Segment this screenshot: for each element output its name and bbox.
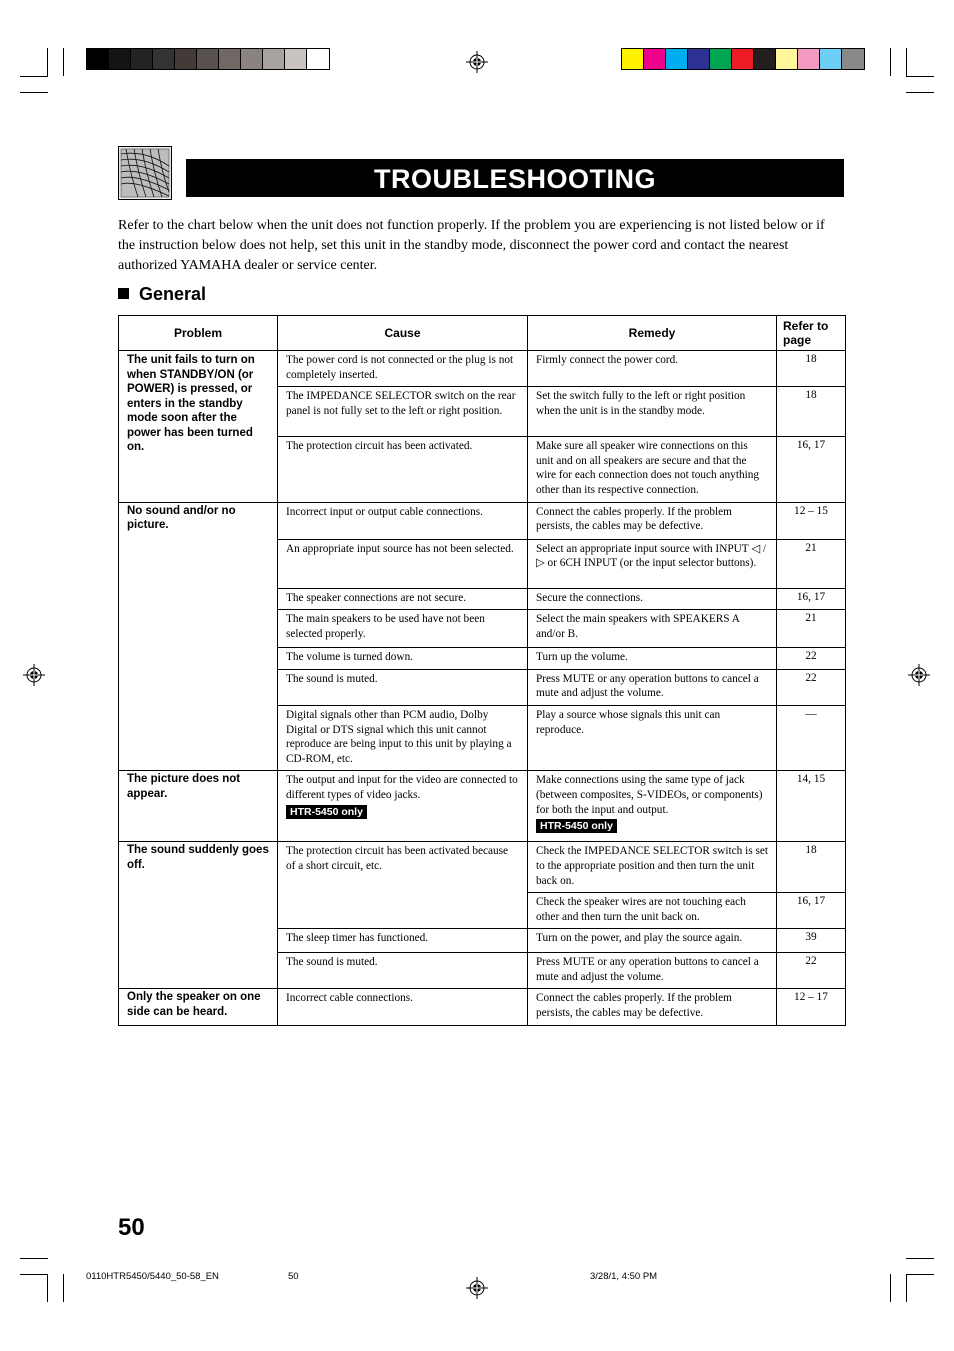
color-swatch bbox=[153, 49, 175, 69]
crop-mark bbox=[63, 48, 64, 76]
color-swatch bbox=[307, 49, 329, 69]
problem-cell: Only the speaker on one side can be heard. bbox=[119, 989, 278, 1025]
crop-mark bbox=[906, 92, 934, 93]
page-ref-cell: 22 bbox=[777, 953, 846, 989]
remedy-cell: Set the switch fully to the left or right position when the unit is in the standby mode. bbox=[528, 387, 777, 437]
remedy-cell: Select the main speakers with SPEAKERS A and/or B. bbox=[528, 610, 777, 648]
remedy-cell: Play a source whose signals this unit can reproduce. bbox=[528, 705, 777, 770]
page-ref-cell: 22 bbox=[777, 648, 846, 670]
cause-cell: Digital signals other than PCM audio, Dolby Digital or DTS signal which this unit cannot reproduce are being input to this unit by playing a CD-ROM, etc. bbox=[278, 705, 528, 770]
cause-cell: The sound is muted. bbox=[278, 669, 528, 705]
crop-mark bbox=[63, 1274, 64, 1302]
column-header-problem: Problem bbox=[119, 316, 278, 351]
crop-mark bbox=[20, 92, 48, 93]
cause-cell: The main speakers to be used have not been selected properly. bbox=[278, 610, 528, 648]
page-ref-cell: 16, 17 bbox=[777, 588, 846, 610]
registration-mark-icon bbox=[908, 664, 930, 686]
remedy-cell: Firmly connect the power cord. bbox=[528, 351, 777, 387]
remedy-cell: Turn on the power, and play the source again. bbox=[528, 929, 777, 953]
cause-cell: The speaker connections are not secure. bbox=[278, 588, 528, 610]
problem-cell: The sound suddenly goes off. bbox=[119, 842, 278, 989]
registration-mark-icon bbox=[466, 1277, 488, 1299]
page-ref-cell: 39 bbox=[777, 929, 846, 953]
page-ref-cell: 21 bbox=[777, 539, 846, 588]
footer-date: 3/28/1, 4:50 PM bbox=[590, 1271, 658, 1282]
cause-cell: Incorrect input or output cable connections. bbox=[278, 502, 528, 539]
page-ref-cell: 16, 17 bbox=[777, 437, 846, 502]
section-title: General bbox=[139, 284, 207, 304]
color-swatch bbox=[820, 49, 842, 69]
square-bullet-icon bbox=[118, 288, 129, 299]
color-swatch bbox=[109, 49, 131, 69]
cause-cell: The volume is turned down. bbox=[278, 648, 528, 670]
color-swatch bbox=[197, 49, 219, 69]
color-swatch bbox=[842, 49, 864, 69]
color-swatch bbox=[622, 49, 644, 69]
crop-mark bbox=[906, 48, 907, 76]
cause-cell: The power cord is not connected or the plug is not completely inserted. bbox=[278, 351, 528, 387]
cause-cell: The IMPEDANCE SELECTOR switch on the rear panel is not fully set to the left or right position. bbox=[278, 387, 528, 437]
model-badge: HTR-5450 only bbox=[286, 805, 367, 819]
table-row bbox=[119, 771, 846, 842]
cause-cell: Incorrect cable connections. bbox=[278, 989, 528, 1025]
page-ref-cell: 18 bbox=[777, 842, 846, 893]
cause-cell: The protection circuit has been activated because of a short circuit, etc. bbox=[278, 842, 528, 929]
cause-cell: The sleep timer has functioned. bbox=[278, 929, 528, 953]
color-swatch bbox=[263, 49, 285, 69]
page-ref-cell: 12 – 15 bbox=[777, 502, 846, 539]
color-swatch bbox=[175, 49, 197, 69]
remedy-cell: Connect the cables properly. If the problem persists, the cables may be defective. bbox=[528, 502, 777, 539]
color-swatch bbox=[219, 49, 241, 69]
crop-mark bbox=[47, 1274, 48, 1302]
color-swatch bbox=[732, 49, 754, 69]
remedy-cell: Press MUTE or any operation buttons to cancel a mute and adjust the volume. bbox=[528, 953, 777, 989]
crop-mark bbox=[20, 1258, 48, 1259]
footer-page: 50 bbox=[288, 1271, 299, 1282]
problem-cell: The picture does not appear. bbox=[119, 771, 278, 842]
page-ref-cell: 12 – 17 bbox=[777, 989, 846, 1025]
page-number: 50 bbox=[118, 1214, 145, 1241]
remedy-cell: Connect the cables properly. If the problem persists, the cables may be defective. bbox=[528, 989, 777, 1025]
grayscale-calibration-bar bbox=[86, 48, 330, 70]
table-row bbox=[119, 351, 846, 387]
page-ref-cell: 21 bbox=[777, 610, 846, 648]
color-swatch bbox=[241, 49, 263, 69]
color-swatch bbox=[710, 49, 732, 69]
table-row bbox=[119, 502, 846, 539]
column-header-remedy: Remedy bbox=[528, 316, 777, 351]
table-header-row bbox=[119, 316, 846, 351]
color-swatch bbox=[754, 49, 776, 69]
crop-mark bbox=[906, 76, 934, 77]
remedy-cell: Secure the connections. bbox=[528, 588, 777, 610]
color-swatch bbox=[666, 49, 688, 69]
troubleshooting-table bbox=[118, 315, 846, 1026]
troubleshooting-section-icon bbox=[118, 146, 172, 200]
page-ref-cell: 14, 15 bbox=[777, 771, 846, 842]
registration-mark-icon bbox=[466, 51, 488, 73]
color-swatch bbox=[776, 49, 798, 69]
section-heading bbox=[118, 284, 206, 305]
remedy-cell: Make connections using the same type of jack (between composites, S-VIDEOs, or components) for both the input and output. HTR-5450 only bbox=[528, 771, 777, 842]
page-ref-cell: 22 bbox=[777, 669, 846, 705]
crop-mark bbox=[890, 1274, 891, 1302]
remedy-cell: Check the speaker wires are not touching each other and then turn the unit back on. bbox=[528, 893, 777, 929]
remedy-cell: Make sure all speaker wire connections on this unit and on all speakers are secure and that the wire for each connection does not touch anything other than its respective connection. bbox=[528, 437, 777, 502]
page-ref-cell: 16, 17 bbox=[777, 893, 846, 929]
color-swatch bbox=[798, 49, 820, 69]
cause-cell: An appropriate input source has not been selected. bbox=[278, 539, 528, 588]
table-row bbox=[119, 842, 846, 893]
color-calibration-bar bbox=[621, 48, 865, 70]
registration-mark-icon bbox=[23, 664, 45, 686]
column-header-refer-to-page: Refer to page bbox=[777, 316, 846, 351]
problem-cell: The unit fails to turn on when STANDBY/ON (or POWER) is pressed, or enters in the standby mode soon after the power has been turned on. bbox=[119, 351, 278, 503]
crop-mark bbox=[20, 1274, 48, 1275]
color-swatch bbox=[285, 49, 307, 69]
page-title: TROUBLESHOOTING bbox=[186, 159, 844, 197]
page-ref-cell: 18 bbox=[777, 351, 846, 387]
crop-mark bbox=[906, 1274, 907, 1302]
crop-mark bbox=[906, 1274, 934, 1275]
crop-mark bbox=[890, 48, 891, 76]
color-swatch bbox=[688, 49, 710, 69]
page-ref-cell: 18 bbox=[777, 387, 846, 437]
remedy-cell: Press MUTE or any operation buttons to cancel a mute and adjust the volume. bbox=[528, 669, 777, 705]
remedy-cell: Check the IMPEDANCE SELECTOR switch is set to the appropriate position and then turn the unit back on. bbox=[528, 842, 777, 893]
model-badge: HTR-5450 only bbox=[536, 819, 617, 833]
remedy-cell: Turn up the volume. bbox=[528, 648, 777, 670]
color-swatch bbox=[131, 49, 153, 69]
cause-cell: The protection circuit has been activated. bbox=[278, 437, 528, 502]
crop-mark bbox=[906, 1258, 934, 1259]
color-swatch bbox=[87, 49, 109, 69]
table-row bbox=[119, 989, 846, 1025]
crop-mark bbox=[47, 48, 48, 76]
column-header-cause: Cause bbox=[278, 316, 528, 351]
cause-cell: The sound is muted. bbox=[278, 953, 528, 989]
page-ref-cell: — bbox=[777, 705, 846, 770]
remedy-cell: Select an appropriate input source with INPUT ◁ / ▷ or 6CH INPUT (or the input selector buttons). bbox=[528, 539, 777, 588]
intro-paragraph: Refer to the chart below when the unit does not function properly. If the problem you are experiencing is not listed below or if the instruction below does not help, set this unit in the standby mode, disconnect the power cord and contact the nearest authorized YAMAHA dealer or service center. bbox=[118, 218, 825, 273]
crop-mark bbox=[20, 76, 48, 77]
cause-cell: The output and input for the video are connected to different types of video jacks. HTR-5450 only bbox=[278, 771, 528, 842]
color-swatch bbox=[644, 49, 666, 69]
footer-file-name: 0110HTR5450/5440_50-58_EN bbox=[86, 1271, 219, 1282]
problem-cell: No sound and/or no picture. bbox=[119, 502, 278, 771]
